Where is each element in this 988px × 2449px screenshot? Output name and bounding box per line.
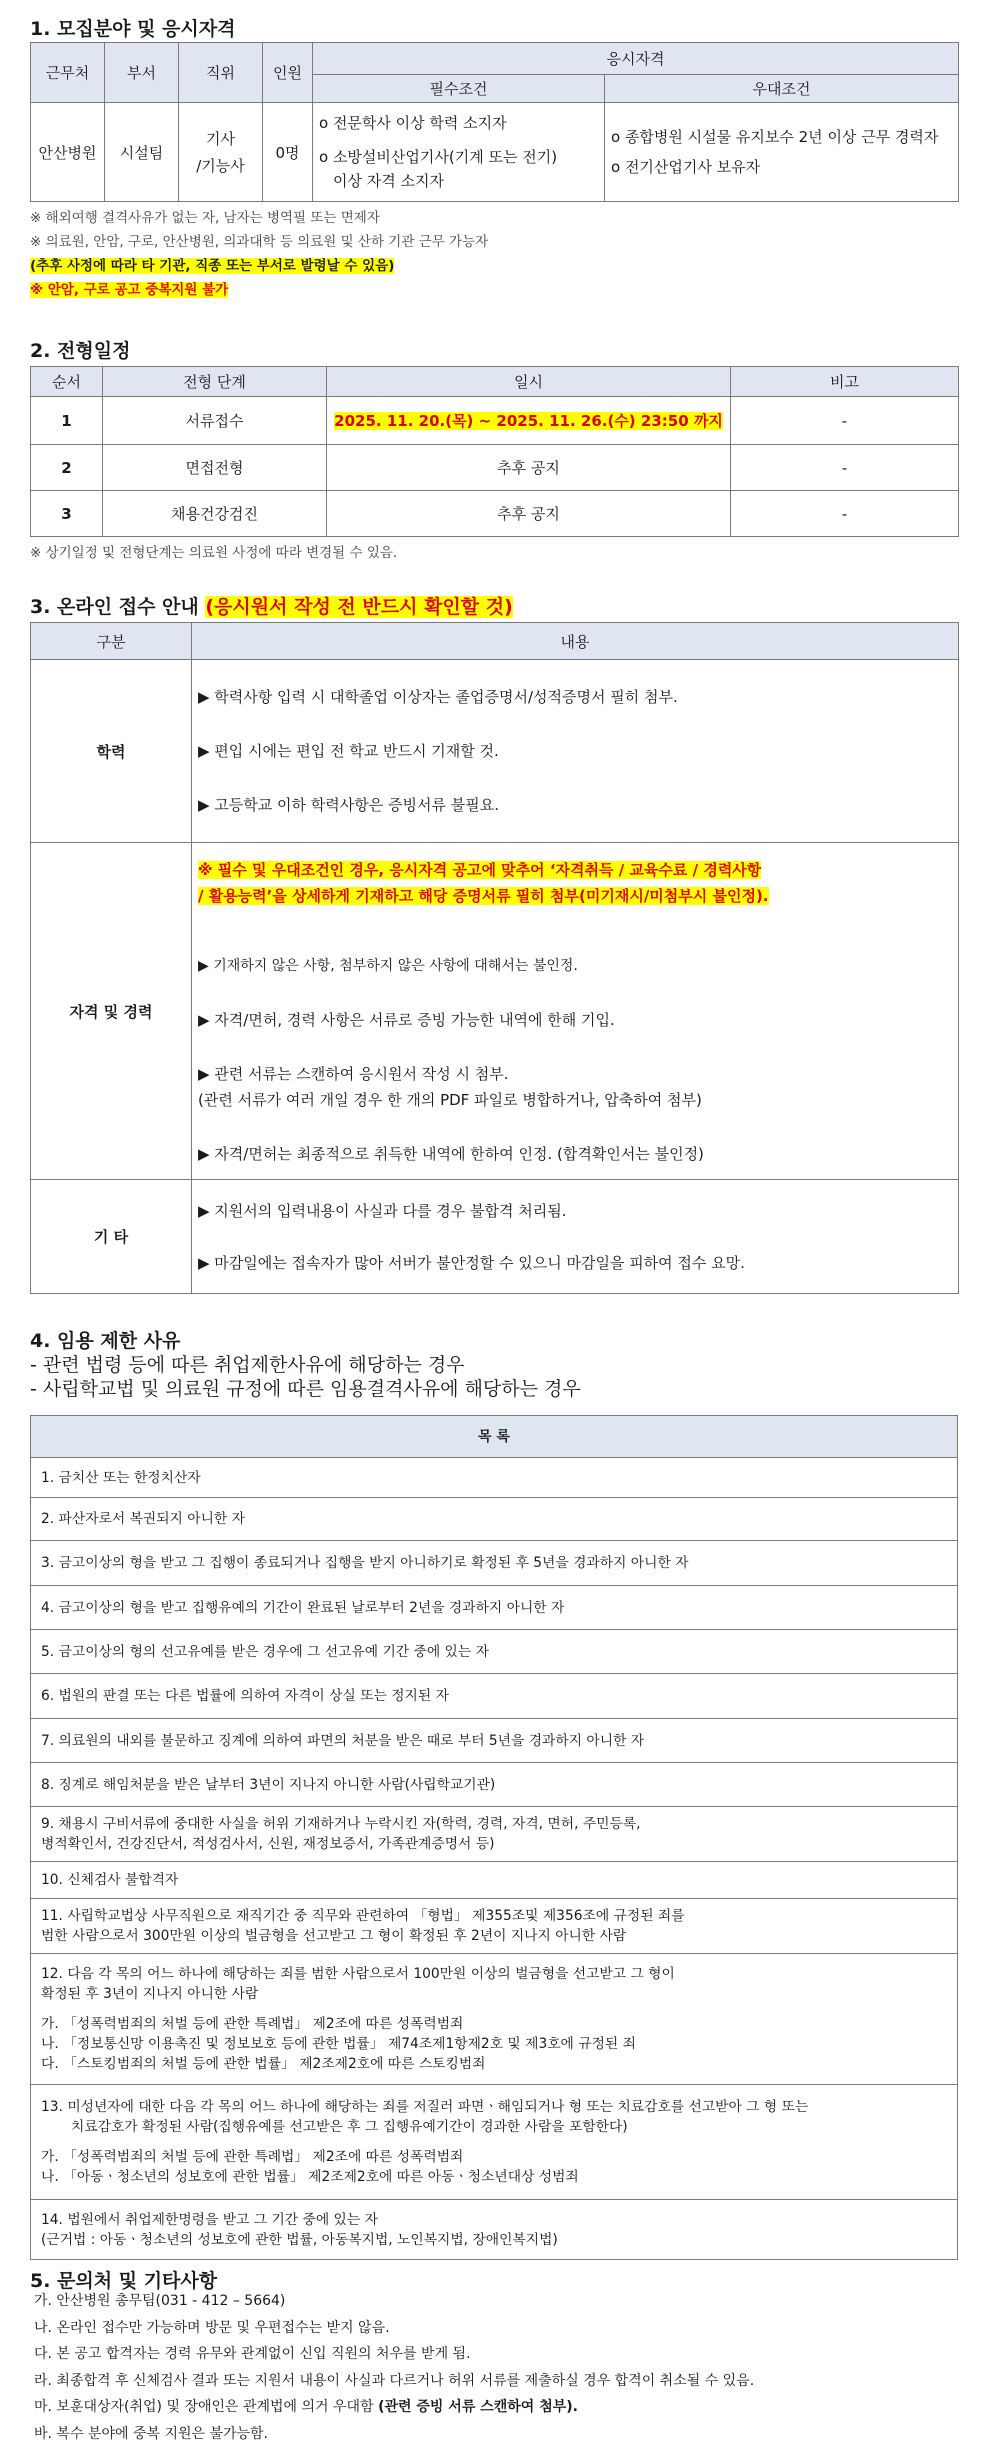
cell-rank	[179, 103, 263, 202]
th-stage: 전형 단계	[103, 367, 327, 397]
restriction-item: 2. 파산자로서 복권되지 아니한 자	[31, 1498, 958, 1541]
th-order: 순서	[31, 367, 103, 397]
cert-line: ▶ 자격/면허, 경력 사항은 서류로 증빙 가능한 내역에 한해 기입.	[198, 1011, 615, 1029]
edu-label: 학력	[31, 660, 192, 843]
section-2-title: 2. 전형일정	[30, 340, 131, 362]
item-11-line-1: 11. 사립학교법상 사무직원으로 재직기간 중 직무와 관련하여 「형법」 제355조및 제356조에 규정된 죄를	[41, 1908, 685, 1924]
row-no: 3	[31, 491, 103, 537]
restriction-item: 6. 법원의 판결 또는 다른 법률에 의하여 자격이 상실 또는 정지된 자	[31, 1674, 958, 1719]
pref-line-1: o 종합병원 시설물 유지보수 2년 이상 근무 경력자	[611, 128, 939, 146]
table-row	[31, 491, 959, 537]
row-remark: -	[731, 397, 959, 445]
th-place: 근무처	[31, 43, 105, 103]
cert-line: ▶ 기재하지 않은 사항, 첨부하지 않은 사항에 대해서는 불인정.	[198, 958, 578, 974]
th-required: 필수조건	[313, 75, 605, 103]
section-4-title: 4. 임용 제한 사유	[30, 1330, 181, 1352]
restriction-table	[30, 1415, 958, 2260]
rank-line-2: /기능사	[196, 157, 245, 175]
th-dept: 부서	[105, 43, 179, 103]
restriction-item	[31, 1807, 958, 1862]
item-13-sub-a: 가. 「성폭력범죄의 처벌 등에 관한 특례법」 제2조에 따른 성폭력범죄	[41, 2149, 464, 2165]
section-4-sub-1: - 관련 법령 등에 따른 취업제한사유에 해당하는 경우	[30, 1354, 465, 1376]
restriction-item	[31, 2200, 958, 2260]
row-stage: 채용건강검진	[103, 491, 327, 537]
req-line-2: o 소방설비산업기사(기계 또는 전기)	[319, 148, 558, 166]
item-9-line-1: 9. 채용시 구비서류에 중대한 사실을 허위 기재하거나 누락시킨 자(학력, 경력, 자격, 면허, 주민등록,	[41, 1816, 641, 1832]
restriction-item: 5. 금고이상의 형의 선고유예를 받은 경우에 그 선고유예 기간 중에 있는 자	[31, 1630, 958, 1674]
cert-warning-line-1: ※ 필수 및 우대조건인 경우, 응시자격 공고에 맞추어 ‘자격취득 / 교육수료 / 경력사항	[198, 861, 762, 879]
section-3-title-highlight: (응시원서 작성 전 반드시 확인할 것)	[205, 596, 513, 618]
restriction-head: 목 록	[31, 1416, 958, 1458]
item-13-line-1: 13. 미성년자에 대한 다음 각 목의 어느 하나에 해당하는 죄를 저질러 파면ㆍ해임되거나 형 또는 치료감호를 선고받아 그 형 또는	[41, 2099, 809, 2115]
note-highlight-1: (추후 사정에 따라 타 기관, 직종 또는 부서로 발령날 수 있음)	[30, 258, 395, 274]
th-remark: 비고	[731, 367, 959, 397]
item-14-line-1: 14. 법원에서 취업제한명령을 받고 그 기간 중에 있는 자	[41, 2211, 378, 2228]
section-5-title: 5. 문의처 및 기타사항	[30, 2270, 218, 2292]
item-12-line-1: 12. 다음 각 목의 어느 하나에 해당하는 죄를 범한 사람으로서 100만원 이상의 벌금형을 선고받고 그 형이	[41, 1966, 675, 1982]
cell-place: 안산병원	[31, 103, 105, 202]
section-4-sub-2: - 사립학교법 및 의료원 규정에 따른 임용결격사유에 해당하는 경우	[30, 1378, 581, 1400]
cell-preferred	[605, 103, 959, 202]
th-category: 구분	[31, 623, 192, 660]
note-2: ※ 의료원, 안암, 구로, 안산병원, 의과대학 등 의료원 및 산하 기관 근무 가능자	[30, 234, 489, 250]
row-no: 1	[31, 397, 103, 445]
cert-line: ▶ 관련 서류는 스캔하여 응시원서 작성 시 첨부.	[198, 1065, 509, 1083]
item-13-sub-b: 나. 「아동ㆍ청소년의 성보호에 관한 법률」 제2조제2호에 따른 아동ㆍ청소년대상 성범죄	[41, 2169, 579, 2185]
rank-line-1: 기사	[206, 130, 235, 148]
row-remark: -	[731, 445, 959, 491]
restriction-item: 7. 의료원의 내외를 불문하고 징계에 의하여 파면의 처분을 받은 때로 부터 5년을 경과하지 아니한 자	[31, 1719, 958, 1763]
restriction-item: 1. 금치산 또는 한정치산자	[31, 1458, 958, 1498]
etc-content	[192, 1180, 959, 1294]
schedule-note: ※ 상기일정 및 전형단계는 의료원 사정에 따라 변경될 수 있음.	[30, 545, 398, 561]
etc-line: ▶ 마감일에는 접속자가 많아 서버가 불안정할 수 있으니 마감일을 피하여 접수 요망.	[198, 1253, 745, 1272]
section-3-heading	[30, 592, 513, 619]
item-14-line-2: (근거법 : 아동ㆍ청소년의 성보호에 관한 법률, 아동복지법, 노인복지법, 장애인복지법)	[41, 2231, 558, 2248]
online-table-wrap	[30, 622, 959, 1294]
schedule-table	[30, 366, 959, 537]
pref-line-2: o 전기산업기사 보유자	[611, 158, 761, 176]
th-count: 인원	[263, 43, 313, 103]
row-stage: 면접전형	[103, 445, 327, 491]
contact-line: 라. 최종합격 후 신체검사 결과 또는 지원서 내용이 사실과 다르거나 허위 서류를 제출하실 경우 합격이 취소될 수 있음.	[34, 2372, 755, 2389]
restriction-item: 8. 징계로 해임처분을 받은 날부터 3년이 지나지 아니한 사람(사립학교기관)	[31, 1763, 958, 1807]
th-date: 일시	[327, 367, 731, 397]
note-1: ※ 해외여행 결격사유가 없는 자, 남자는 병역필 또는 면제자	[30, 210, 380, 226]
th-preferred: 우대조건	[605, 75, 959, 103]
item-9-line-2: 병적확인서, 건강진단서, 적성검사서, 신원, 재정보증서, 가족관계증명서 등)	[41, 1836, 495, 1852]
cert-content	[192, 843, 959, 1180]
schedule-table-wrap	[30, 366, 959, 565]
cert-line: ▶ 자격/면허는 최종적으로 취득한 내역에 한하여 인정. (합격확인서는 불인정)	[198, 1145, 704, 1163]
restriction-item	[31, 2085, 958, 2200]
online-application-table	[30, 622, 959, 1294]
section-2	[30, 336, 130, 363]
item-11-line-2: 범한 사람으로서 300만원 이상의 벌금형을 선고받고 그 형이 확정된 후 2년이 지나지 아니한 사람	[41, 1928, 627, 1944]
cell-count: 0명	[263, 103, 313, 202]
edu-content	[192, 660, 959, 843]
restriction-item: 10. 신체검사 불합격자	[31, 1862, 958, 1899]
section-4	[30, 1326, 581, 1401]
section-1-title: 1. 모집분야 및 응시자격	[30, 18, 236, 40]
application-period: 2025. 11. 20.(목) ~ 2025. 11. 26.(수) 23:50 까지	[334, 412, 723, 430]
cell-dept: 시설팀	[105, 103, 179, 202]
veterans-text: 마. 보훈대상자(취업) 및 장애인은 관계법에 의거 우대함	[34, 2399, 379, 2415]
req-line-3: 이상 자격 소지자	[333, 172, 444, 190]
contact-line: 나. 온라인 접수만 가능하며 방문 및 우편접수는 받지 않음.	[34, 2319, 390, 2336]
restriction-item	[31, 1954, 958, 2085]
item-12-sub-c: 다. 「스토킹범죄의 처벌 등에 관한 법률」 제2조제2호에 따른 스토킹범죄	[41, 2056, 486, 2072]
row-remark: -	[731, 491, 959, 537]
note-highlight-2: ※ 안암, 구로 공고 중복지원 불가	[30, 282, 229, 298]
cell-required	[313, 103, 605, 202]
contact-list	[30, 2288, 958, 2447]
restriction-table-wrap	[30, 1415, 958, 2260]
item-13-line-2: 치료감호가 확정된 사람(집행유예를 선고받은 후 그 집행유예기간이 경과한 사람을 포함한다)	[71, 2119, 628, 2135]
row-date: 추후 공지	[327, 491, 731, 537]
section-1-notes	[30, 206, 488, 302]
th-qualification: 응시자격	[313, 43, 959, 75]
req-line-1: o 전문학사 이상 학력 소지자	[319, 114, 507, 132]
cert-label: 자격 및 경력	[31, 843, 192, 1180]
restriction-item: 4. 금고이상의 형을 받고 집행유예의 기간이 완료된 날로부터 2년을 경과하지 아니한 자	[31, 1586, 958, 1630]
section-3	[30, 592, 513, 619]
contact-line: 가. 안산병원 총무팀(031 - 412 – 5664)	[34, 2293, 286, 2309]
row-date	[327, 397, 731, 445]
row-stage: 서류접수	[103, 397, 327, 445]
item-12-sub-b: 나. 「정보통신망 이용촉진 및 정보보호 등에 관한 법률」 제74조제1항제2호 및 제3호에 규정된 죄	[41, 2036, 636, 2052]
qualification-table	[30, 42, 959, 202]
qualification-table-wrap	[30, 42, 959, 202]
contact-line-veterans	[30, 2394, 958, 2421]
item-12-line-2: 확정된 후 3년이 지나지 아니한 사람	[41, 1986, 259, 2002]
edu-line: ▶ 학력사항 입력 시 대학졸업 이상자는 졸업증명서/성적증명서 필히 첨부.	[198, 688, 678, 706]
th-rank: 직위	[179, 43, 263, 103]
contact-line: 다. 본 공고 합격자는 경력 유무와 관계없이 신입 직원의 처우를 받게 됨.	[34, 2346, 471, 2362]
cert-warning-line-2: / 활용능력’을 상세하게 기재하고 해당 증명서류 필히 첨부(미기재시/미첨부시 불인정).	[198, 887, 769, 905]
th-content: 내용	[192, 623, 959, 660]
restriction-item: 3. 금고이상의 형을 받고 그 집행이 종료되거나 집행을 받지 아니하기로 확정된 후 5년을 경과하지 아니한 자	[31, 1541, 958, 1586]
etc-label: 기 타	[31, 1180, 192, 1294]
table-row	[31, 397, 959, 445]
cert-line: (관련 서류가 여러 개일 경우 한 개의 PDF 파일로 병합하거나, 압축하여 첨부)	[198, 1091, 702, 1109]
restriction-item	[31, 1899, 958, 1954]
row-no: 2	[31, 445, 103, 491]
section-3-title: 3. 온라인 접수 안내	[30, 596, 199, 618]
item-12-sub-a: 가. 「성폭력범죄의 처벌 등에 관한 특례법」 제2조에 따른 성폭력범죄	[41, 2016, 464, 2032]
etc-line: ▶ 지원서의 입력내용이 사실과 다를 경우 불합격 처리됨.	[198, 1201, 567, 1220]
veterans-bold: (관련 증빙 서류 스캔하여 첨부).	[378, 2399, 578, 2415]
row-date: 추후 공지	[327, 445, 731, 491]
edu-line: ▶ 고등학교 이하 학력사항은 증빙서류 불필요.	[198, 796, 499, 814]
edu-line: ▶ 편입 시에는 편입 전 학교 반드시 기재할 것.	[198, 742, 499, 760]
table-row	[31, 445, 959, 491]
section-1	[30, 14, 235, 41]
contact-line: 바. 복수 분야에 중복 지원은 불가능함.	[34, 2425, 269, 2442]
